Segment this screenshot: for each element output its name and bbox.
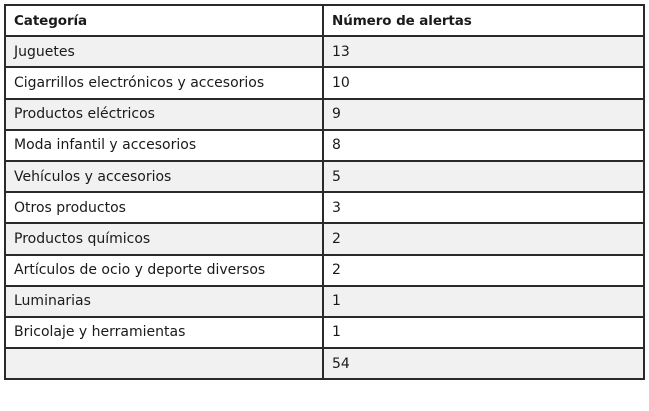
- total-count-cell: 54: [323, 348, 644, 379]
- table-row: [5, 36, 644, 67]
- category-cell: Cigarrillos electrónicos y accesorios: [5, 67, 323, 98]
- category-cell: Luminarias: [5, 286, 323, 317]
- category-cell: Productos químicos: [5, 223, 323, 254]
- alert-count-cell: 10: [323, 67, 644, 98]
- category-cell: Otros productos: [5, 192, 323, 223]
- table-row: [5, 99, 644, 130]
- table-row: [5, 67, 644, 98]
- category-cell: Moda infantil y accesorios: [5, 130, 323, 161]
- table-row: [5, 130, 644, 161]
- total-label-cell: [5, 348, 323, 379]
- alert-count-cell: 3: [323, 192, 644, 223]
- header-category: Categoría: [5, 5, 323, 36]
- table-header-row: [5, 5, 644, 36]
- alert-count-cell: 13: [323, 36, 644, 67]
- alert-count-cell: 5: [323, 161, 644, 192]
- table-total-row: [5, 348, 644, 379]
- header-alert-count: Número de alertas: [323, 5, 644, 36]
- category-cell: Bricolaje y herramientas: [5, 317, 323, 348]
- alert-count-cell: 2: [323, 255, 644, 286]
- alert-count-cell: 8: [323, 130, 644, 161]
- alerts-table-container: [4, 4, 643, 380]
- alert-count-cell: 1: [323, 317, 644, 348]
- alert-count-cell: 9: [323, 99, 644, 130]
- alert-count-cell: 2: [323, 223, 644, 254]
- alerts-by-category-table: [4, 4, 645, 380]
- category-cell: Artículos de ocio y deporte diversos: [5, 255, 323, 286]
- table-row: [5, 161, 644, 192]
- alert-count-cell: 1: [323, 286, 644, 317]
- category-cell: Productos eléctricos: [5, 99, 323, 130]
- table-row: [5, 317, 644, 348]
- category-cell: Vehículos y accesorios: [5, 161, 323, 192]
- table-row: [5, 223, 644, 254]
- category-cell: Juguetes: [5, 36, 323, 67]
- table-row: [5, 192, 644, 223]
- table-row: [5, 286, 644, 317]
- table-row: [5, 255, 644, 286]
